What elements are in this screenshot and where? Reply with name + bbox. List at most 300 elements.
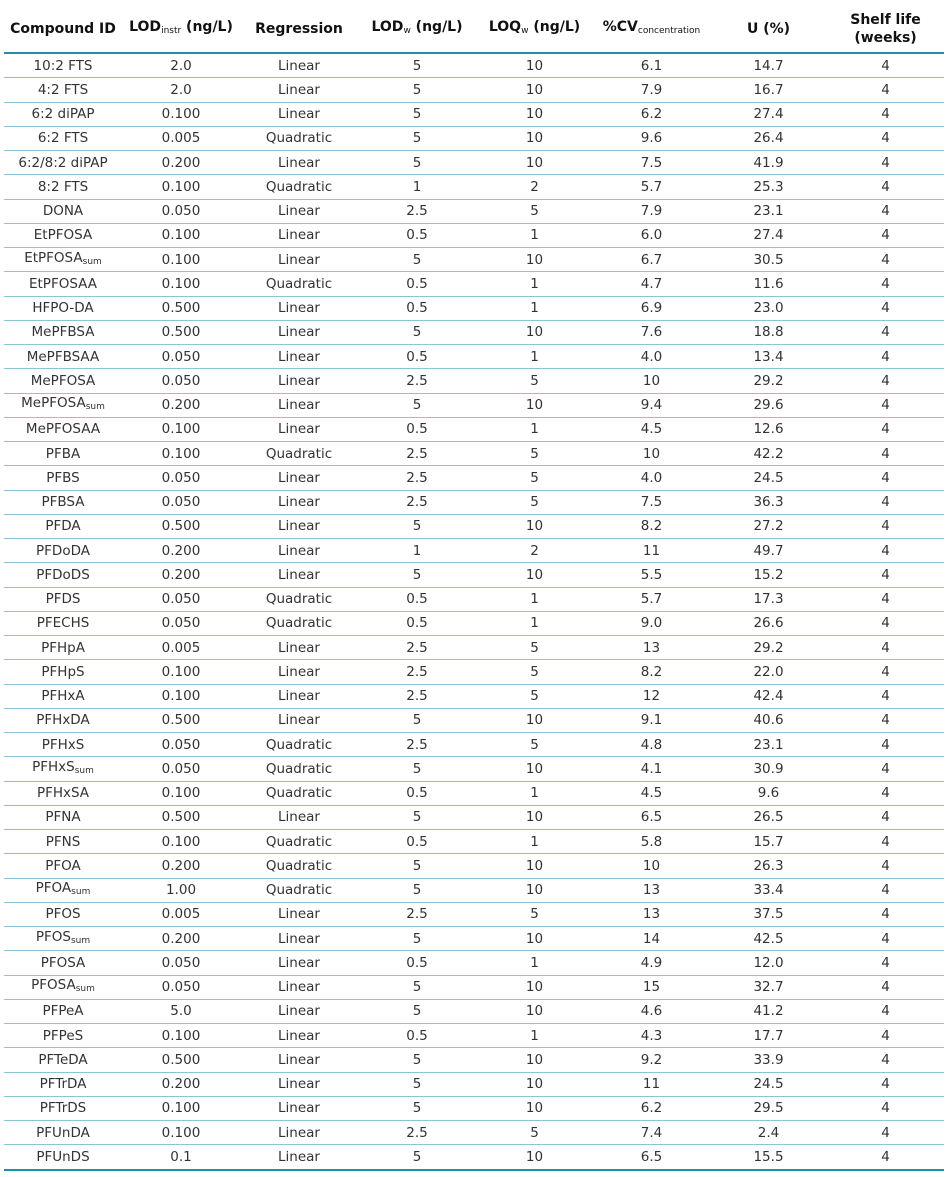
cell-lod-instr	[122, 539, 240, 563]
cell-value: 4	[881, 882, 890, 899]
cell-regression	[240, 999, 358, 1023]
cell-lod-w	[358, 78, 476, 102]
cell-value: PFECHS	[36, 615, 90, 632]
cell-loq-w	[476, 1024, 593, 1048]
cell-regression	[240, 660, 358, 684]
cell-value: 4	[881, 1100, 890, 1117]
table-row	[4, 636, 944, 660]
cell-regression	[240, 320, 358, 344]
cell-value: 4	[881, 785, 890, 802]
cell-value: 11	[642, 542, 661, 559]
cell-u	[710, 975, 827, 999]
cell-value: 0.5	[406, 1027, 428, 1044]
cell-value: 6.2	[640, 106, 663, 123]
cell-value: PFDoDA	[36, 542, 90, 559]
cell-value: 14.7	[753, 57, 784, 74]
cell-value: 32.7	[753, 979, 784, 996]
header-shelf-life	[827, 6, 944, 53]
table-row	[4, 296, 944, 320]
cell-compound-id	[4, 126, 122, 150]
cell-value: 2.5	[406, 469, 428, 486]
cell-regression	[240, 1121, 358, 1145]
cell-shelf-life	[827, 272, 944, 296]
cell-regression	[240, 223, 358, 247]
cell-value: 10	[525, 106, 544, 123]
cell-shelf-life	[827, 757, 944, 781]
cell-value: Linear	[278, 712, 320, 729]
cell-value: 0.100	[161, 688, 201, 705]
cell-shelf-life	[827, 369, 944, 393]
cell-u	[710, 563, 827, 587]
cell-value: 6.1	[640, 57, 663, 74]
cell-value: Linear	[278, 1003, 320, 1020]
cell-lod-w	[358, 320, 476, 344]
cell-lod-instr	[122, 660, 240, 684]
cell-value: 4.6	[640, 1003, 663, 1020]
cell-regression	[240, 757, 358, 781]
cell-regression	[240, 878, 358, 902]
cell-shelf-life	[827, 1145, 944, 1170]
table-row	[4, 854, 944, 878]
cell-loq-w	[476, 1048, 593, 1072]
cell-value: 5	[412, 251, 422, 268]
table-row	[4, 539, 944, 563]
cell-lod-w	[358, 563, 476, 587]
cell-value: PFOA	[45, 857, 81, 874]
cell-value: 5	[412, 57, 422, 74]
cell-cv	[593, 999, 710, 1023]
cell-value: 10	[525, 154, 544, 171]
cell-value: 10	[525, 1076, 544, 1093]
cell-value: Linear	[278, 300, 320, 317]
cell-lod-instr	[122, 223, 240, 247]
header-label: LOD	[371, 19, 404, 35]
cell-value: Linear	[278, 81, 320, 98]
cell-value: 5	[412, 857, 422, 874]
cell-loq-w	[476, 999, 593, 1023]
header-lod-instr	[122, 6, 240, 53]
cell-u	[710, 854, 827, 878]
cell-value: 5	[530, 663, 539, 680]
table-row	[4, 781, 944, 805]
cell-shelf-life	[827, 708, 944, 732]
header-subscript: w	[403, 26, 411, 36]
cell-u	[710, 660, 827, 684]
cell-value: 1	[530, 591, 539, 608]
cell-compound-id	[4, 1024, 122, 1048]
cell-value: 5	[412, 809, 422, 826]
cell-value: 8.2	[640, 518, 663, 535]
cell-loq-w	[476, 854, 593, 878]
cell-value: 0.200	[161, 154, 201, 171]
cell-cv	[593, 1072, 710, 1096]
cell-value: 10	[642, 372, 661, 389]
cell-regression	[240, 490, 358, 514]
cell-value: 0.050	[161, 348, 201, 365]
cell-value: 23.0	[753, 300, 784, 317]
cell-lod-w	[358, 1072, 476, 1096]
cell-value: 0.050	[161, 372, 201, 389]
cell-value: PFHxS	[41, 736, 85, 753]
cell-value: 26.5	[753, 809, 784, 826]
table-row	[4, 53, 944, 78]
cell-lod-w	[358, 660, 476, 684]
cell-value: 4	[881, 178, 890, 195]
cell-value: 10	[525, 760, 544, 777]
cell-value: Linear	[278, 906, 320, 923]
cell-value: 4	[881, 130, 890, 147]
table-row	[4, 442, 944, 466]
cell-value: 4	[881, 809, 890, 826]
cell-lod-instr	[122, 296, 240, 320]
cell-lod-w	[358, 539, 476, 563]
cell-lod-instr	[122, 1096, 240, 1120]
cell-lod-instr	[122, 345, 240, 369]
cell-compound-id	[4, 1145, 122, 1170]
cell-value: 4	[881, 979, 890, 996]
cell-value: 10:2 FTS	[33, 57, 93, 74]
cell-value: 0.050	[161, 760, 201, 777]
cell-value: 1	[530, 227, 539, 244]
cell-shelf-life	[827, 248, 944, 272]
cell-loq-w	[476, 563, 593, 587]
cell-value: 17.3	[753, 591, 784, 608]
cell-value: 0.5	[406, 275, 428, 292]
cell-regression	[240, 272, 358, 296]
cell-cv	[593, 126, 710, 150]
cell-value: 0.5	[406, 300, 428, 317]
cell-cv	[593, 684, 710, 708]
cell-value: Linear	[278, 1051, 320, 1068]
cell-regression	[240, 102, 358, 126]
cell-u	[710, 611, 827, 635]
cell-loq-w	[476, 781, 593, 805]
cell-value: 5	[530, 494, 539, 511]
cell-u	[710, 78, 827, 102]
table-row	[4, 151, 944, 175]
cell-shelf-life	[827, 539, 944, 563]
cell-compound-id	[4, 1048, 122, 1072]
cell-lod-w	[358, 1048, 476, 1072]
header-label: Shelf life	[850, 12, 921, 28]
cell-u	[710, 223, 827, 247]
cell-lod-w	[358, 781, 476, 805]
cell-value: Quadratic	[265, 785, 333, 802]
cell-lod-w	[358, 126, 476, 150]
cell-compound-id	[4, 684, 122, 708]
cell-shelf-life	[827, 78, 944, 102]
cell-value: 6:2/8:2 diPAP	[18, 154, 108, 171]
cell-value: 4	[881, 760, 890, 777]
cell-shelf-life	[827, 878, 944, 902]
header-u	[710, 6, 827, 53]
cell-value: 0.100	[161, 251, 201, 268]
cell-value: 7.9	[640, 203, 663, 220]
cell-value: 10	[525, 518, 544, 535]
cell-loq-w	[476, 539, 593, 563]
cell-value: 13.4	[753, 348, 784, 365]
table-row	[4, 951, 944, 975]
header-unit: (weeks)	[854, 30, 917, 46]
cell-value: 5	[412, 81, 422, 98]
cell-cv	[593, 636, 710, 660]
cell-value: 0.200	[161, 857, 201, 874]
cell-regression	[240, 708, 358, 732]
cell-value: PFOSA	[31, 977, 76, 994]
cell-lod-instr	[122, 248, 240, 272]
cell-value: 1	[530, 785, 539, 802]
cell-value: 24.5	[753, 469, 784, 486]
cell-shelf-life	[827, 563, 944, 587]
cell-value: 10	[525, 1100, 544, 1117]
cell-value: Linear	[278, 663, 320, 680]
cell-value: 5.8	[640, 833, 663, 850]
header-loq-w	[476, 6, 593, 53]
cell-lod-w	[358, 466, 476, 490]
cell-lod-instr	[122, 733, 240, 757]
cell-loq-w	[476, 248, 593, 272]
cell-cv	[593, 1048, 710, 1072]
cell-value: 4	[881, 591, 890, 608]
cell-regression	[240, 53, 358, 78]
cell-compound-id	[4, 223, 122, 247]
cell-value: 0.500	[161, 712, 201, 729]
cell-value: 4	[881, 906, 890, 923]
cell-u	[710, 902, 827, 926]
cell-cv	[593, 1121, 710, 1145]
cell-regression	[240, 975, 358, 999]
cell-regression	[240, 514, 358, 538]
cell-value: 4	[881, 857, 890, 874]
cell-shelf-life	[827, 126, 944, 150]
cell-value: 0.050	[161, 736, 201, 753]
cell-value: 5	[412, 882, 422, 899]
cell-value: PFUnDS	[36, 1148, 90, 1165]
cell-lod-instr	[122, 854, 240, 878]
cell-value: Linear	[278, 809, 320, 826]
cell-value: 5	[530, 906, 539, 923]
cell-cv	[593, 781, 710, 805]
cell-value: 4	[881, 954, 890, 971]
cell-value: 0.500	[161, 809, 201, 826]
cell-cv	[593, 733, 710, 757]
table-row	[4, 126, 944, 150]
cell-regression	[240, 927, 358, 951]
cell-lod-w	[358, 684, 476, 708]
cell-regression	[240, 417, 358, 441]
cell-u	[710, 1121, 827, 1145]
cell-lod-w	[358, 393, 476, 417]
cell-value: 10	[642, 445, 661, 462]
cell-regression	[240, 442, 358, 466]
cell-value: 1	[530, 348, 539, 365]
cell-compound-id	[4, 248, 122, 272]
cell-u	[710, 442, 827, 466]
cell-value: PFDA	[45, 518, 81, 535]
cell-value: PFHxS	[32, 758, 75, 775]
cell-value: 6.5	[640, 809, 663, 826]
cell-lod-w	[358, 151, 476, 175]
cell-lod-instr	[122, 151, 240, 175]
cell-value: 4.0	[640, 348, 663, 365]
header-subscript: instr	[161, 26, 182, 36]
cell-value: 9.4	[640, 397, 663, 414]
cell-lod-instr	[122, 175, 240, 199]
cell-value: 10	[525, 1148, 544, 1165]
cell-u	[710, 757, 827, 781]
cell-loq-w	[476, 733, 593, 757]
cell-lod-w	[358, 878, 476, 902]
cell-value: 10	[525, 397, 544, 414]
table-row	[4, 1024, 944, 1048]
cell-value: 15	[642, 979, 661, 996]
cell-shelf-life	[827, 951, 944, 975]
cell-value: 0.100	[161, 785, 201, 802]
cell-lod-w	[358, 248, 476, 272]
cell-value: PFHpS	[41, 663, 85, 680]
cell-value: PFNS	[45, 833, 81, 850]
cell-value: 4	[881, 106, 890, 123]
cell-value: PFHxA	[41, 688, 85, 705]
cell-u	[710, 1024, 827, 1048]
cell-regression	[240, 1072, 358, 1096]
cell-loq-w	[476, 1072, 593, 1096]
cell-cv	[593, 78, 710, 102]
cell-shelf-life	[827, 345, 944, 369]
cell-regression	[240, 1048, 358, 1072]
cell-value: 15.5	[753, 1148, 784, 1165]
cell-shelf-life	[827, 296, 944, 320]
cell-value: 4	[881, 372, 890, 389]
cell-loq-w	[476, 611, 593, 635]
cell-lod-w	[358, 757, 476, 781]
cell-regression	[240, 854, 358, 878]
cell-value: 2.5	[406, 1124, 428, 1141]
cell-u	[710, 393, 827, 417]
cell-value: PFPeA	[42, 1003, 84, 1020]
cell-value: 7.4	[640, 1124, 663, 1141]
cell-regression	[240, 345, 358, 369]
cell-regression	[240, 1145, 358, 1170]
cell-value: 4.3	[640, 1027, 663, 1044]
cell-u	[710, 587, 827, 611]
cell-value: 0.500	[161, 518, 201, 535]
table-row	[4, 248, 944, 272]
cell-value: 2.5	[406, 736, 428, 753]
cell-value: 0.050	[161, 979, 201, 996]
cell-value: PFDoDS	[36, 566, 90, 583]
cell-u	[710, 927, 827, 951]
cell-value: 18.8	[753, 324, 784, 341]
cell-value: Linear	[278, 203, 320, 220]
cell-value: 9.6	[757, 785, 780, 802]
cell-cv	[593, 514, 710, 538]
cell-lod-instr	[122, 1072, 240, 1096]
cell-shelf-life	[827, 1121, 944, 1145]
header-compound-id	[4, 6, 122, 53]
cell-shelf-life	[827, 466, 944, 490]
cell-cv	[593, 417, 710, 441]
cell-lod-instr	[122, 636, 240, 660]
cell-value: 5	[412, 154, 422, 171]
cell-compound-id	[4, 854, 122, 878]
cell-value: 4.8	[640, 736, 663, 753]
cell-value: 0.050	[161, 203, 201, 220]
cell-value: 10	[525, 57, 544, 74]
cell-regression	[240, 78, 358, 102]
cell-value: PFOS	[45, 906, 81, 923]
cell-value: 23.1	[753, 203, 784, 220]
cell-value: 5	[530, 688, 539, 705]
cell-shelf-life	[827, 1096, 944, 1120]
cell-value: 0.050	[161, 954, 201, 971]
cell-value: 4	[881, 615, 890, 632]
cell-value: 9.0	[640, 615, 663, 632]
cell-value: PFOSA	[40, 954, 86, 971]
cell-compound-id	[4, 708, 122, 732]
cell-value: 10	[525, 857, 544, 874]
cell-loq-w	[476, 102, 593, 126]
cell-value: 1	[530, 300, 539, 317]
cell-value: 2.5	[406, 906, 428, 923]
cell-lod-instr	[122, 757, 240, 781]
header-label: Regression	[255, 21, 343, 37]
compound-subscript: sum	[85, 402, 105, 413]
cell-u	[710, 199, 827, 223]
table-row	[4, 708, 944, 732]
header-subscript: w	[521, 26, 529, 36]
cell-u	[710, 53, 827, 78]
cell-value: 22.0	[753, 663, 784, 680]
cell-regression	[240, 466, 358, 490]
cell-lod-instr	[122, 951, 240, 975]
cell-value: 6:2 diPAP	[31, 106, 95, 123]
cell-lod-instr	[122, 684, 240, 708]
cell-value: 4	[881, 445, 890, 462]
cell-regression	[240, 1096, 358, 1120]
cell-loq-w	[476, 757, 593, 781]
cell-value: 2.5	[406, 688, 428, 705]
cell-value: 4.0	[640, 469, 663, 486]
cell-loq-w	[476, 175, 593, 199]
cell-value: 4	[881, 57, 890, 74]
cell-u	[710, 417, 827, 441]
cell-cv	[593, 345, 710, 369]
cell-shelf-life	[827, 514, 944, 538]
cell-value: 0.5	[406, 421, 428, 438]
cell-value: 4	[881, 251, 890, 268]
cell-value: 2	[530, 542, 539, 559]
cell-value: 10	[525, 130, 544, 147]
table-row	[4, 902, 944, 926]
cell-regression	[240, 587, 358, 611]
cell-value: 29.6	[753, 397, 784, 414]
cell-loq-w	[476, 78, 593, 102]
cell-regression	[240, 296, 358, 320]
cell-u	[710, 781, 827, 805]
cell-value: 5	[530, 1124, 539, 1141]
cell-value: 4.5	[640, 421, 663, 438]
cell-shelf-life	[827, 684, 944, 708]
cell-value: 0.200	[161, 566, 201, 583]
table-row	[4, 345, 944, 369]
cell-compound-id	[4, 975, 122, 999]
cell-lod-instr	[122, 975, 240, 999]
cell-value: 10	[525, 81, 544, 98]
cell-lod-w	[358, 490, 476, 514]
cell-cv	[593, 757, 710, 781]
cell-value: Quadratic	[265, 882, 333, 899]
